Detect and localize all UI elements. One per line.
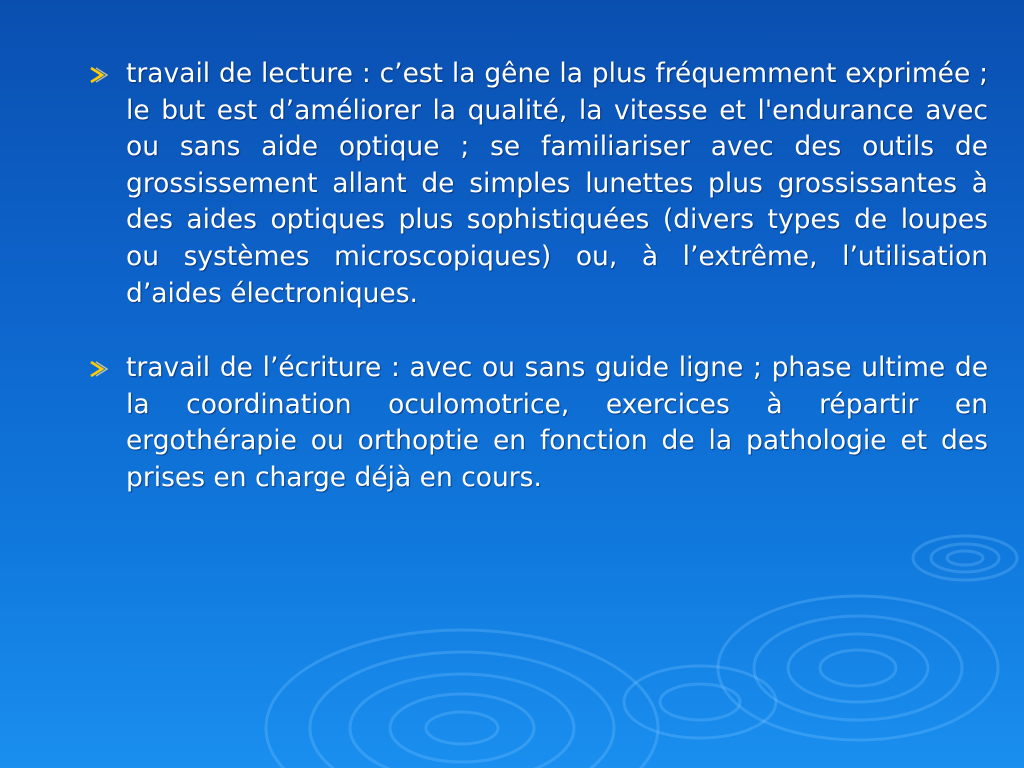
bullet-text: travail de lecture : c’est la gêne la plus fréquemment exprimée ; le but est d’améliorer la qualité, la vitesse et l'endurance avec ou sans aide optique ; se familiariser avec des outils de grossissement allant de simples lunettes plus grossissantes à des aides optiques plus sophistiquées (divers types de loupes ou systèmes microscopiques) ou, à l’extrême, l’utilisation d’aides électroniques. [126, 58, 988, 309]
arrow-bullet-icon [88, 66, 108, 84]
arrow-bullet-icon [88, 360, 108, 378]
bullet-item-lecture [88, 56, 988, 312]
bullet-text: travail de l’écriture : avec ou sans guide ligne ; phase ultime de la coordination oculomotrice, exercices à répartir en ergothérapie ou orthoptie en fonction de la pathologie et des prises en charge déjà en cours. [126, 352, 988, 493]
bullet-item-ecriture [88, 350, 988, 496]
slide-content [88, 56, 988, 535]
